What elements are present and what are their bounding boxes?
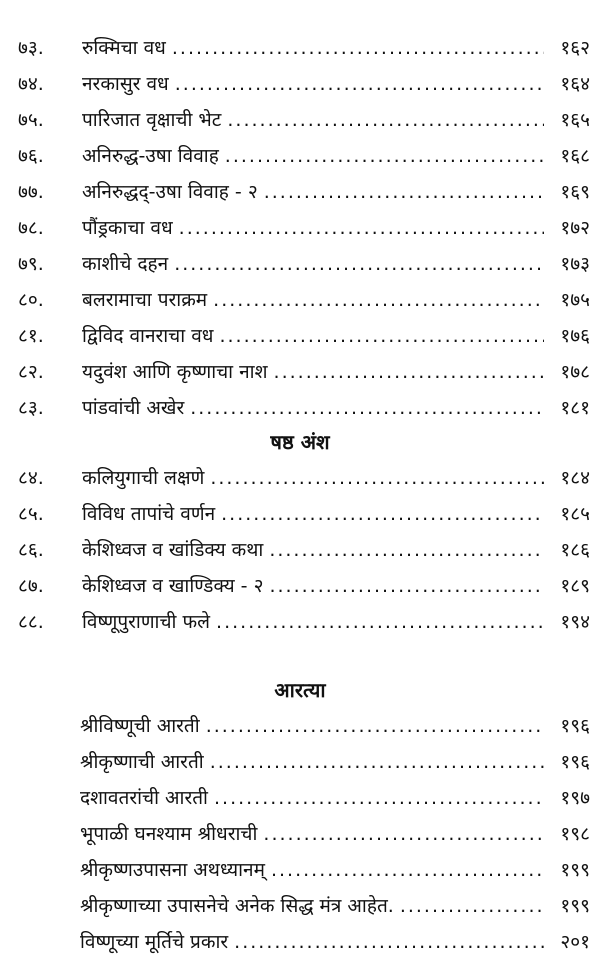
toc-entry: [0, 318, 600, 354]
section-heading: आरत्या: [274, 678, 326, 702]
leader-dots: [190, 390, 544, 426]
entry-title: रुक्मिचा वध: [82, 37, 166, 59]
leader-dots: [210, 460, 544, 496]
entry-page: १८६: [560, 539, 590, 561]
toc-entry: [0, 354, 600, 390]
entry-page: १७२: [560, 217, 590, 239]
entry-page: १८५: [560, 503, 590, 525]
entry-number: ८२.: [18, 361, 44, 383]
entry-title: भूपाळी घनश्याम श्रीधराची: [80, 823, 258, 845]
entry-number: ८१.: [18, 325, 44, 347]
section-heading: षष्ठ अंश: [270, 430, 330, 454]
toc-entry: [0, 66, 600, 102]
entry-number: ८३.: [18, 397, 44, 419]
leader-dots: [179, 210, 544, 246]
toc-entry: [0, 174, 600, 210]
leader-dots: [271, 852, 544, 888]
entry-title: विष्णूपुराणाची फले: [82, 611, 211, 633]
entry-title: केशिध्वज व खांडिक्य कथा: [82, 539, 264, 561]
entry-page: १६२: [560, 37, 590, 59]
entry-number: ७५.: [18, 109, 44, 131]
entry-title: पारिजात वृक्षाची भेट: [82, 109, 222, 131]
entry-page: १६५: [560, 109, 590, 131]
leader-dots: [269, 568, 544, 604]
entry-page: १७३: [560, 253, 590, 275]
entry-number: ७८.: [18, 217, 44, 239]
leader-dots: [206, 708, 544, 744]
entry-page: १७५: [560, 289, 590, 311]
entry-page: १८९: [560, 575, 590, 597]
leader-dots: [264, 174, 544, 210]
toc-entry: [0, 210, 600, 246]
entry-title: पांडवांची अखेर: [82, 397, 185, 419]
leader-dots: [225, 138, 544, 174]
toc-entry: [0, 924, 600, 960]
leader-dots: [175, 66, 544, 102]
entry-number: ८६.: [18, 539, 44, 561]
entry-title: विष्णूच्या मूर्तिचे प्रकार: [80, 931, 229, 953]
toc-entry: [0, 460, 600, 496]
entry-number: ७६.: [18, 145, 44, 167]
entry-page: १७८: [560, 361, 590, 383]
toc-entry: [0, 888, 600, 924]
toc-entry: [0, 496, 600, 532]
leader-dots: [269, 532, 544, 568]
entry-title: श्रीकृष्णाच्या उपासनेचे अनेक सिद्ध मंत्र आहेत.: [80, 895, 394, 917]
entry-page: १९६: [560, 715, 590, 737]
entry-title: बलरामाचा पराक्रम: [82, 289, 208, 311]
leader-dots: [263, 816, 544, 852]
entry-title: अनिरुद्धद्-उषा विवाह - २: [82, 181, 258, 203]
toc-entry: [0, 102, 600, 138]
toc-entry: [0, 390, 600, 426]
entry-page: १६४: [560, 73, 590, 95]
toc-entry: [0, 780, 600, 816]
entry-number: ८८.: [18, 611, 44, 633]
entry-page: १८१: [560, 397, 590, 419]
leader-dots: [400, 888, 544, 924]
leader-dots: [227, 102, 544, 138]
entry-number: ८४.: [18, 467, 44, 489]
toc-entry: [0, 30, 600, 66]
toc-entry: [0, 568, 600, 604]
entry-title: काशीचे दहन: [82, 253, 169, 275]
entry-title: कलियुगाची लक्षणे: [82, 467, 205, 489]
entry-title: अनिरुद्ध-उषा विवाह: [82, 145, 219, 167]
leader-dots: [216, 604, 544, 640]
entry-page: २०१: [560, 931, 590, 953]
leader-dots: [210, 744, 544, 780]
entry-page: १९९: [560, 859, 590, 881]
entry-number: ८०.: [18, 289, 44, 311]
leader-dots: [214, 780, 544, 816]
entry-page: १८४: [560, 467, 590, 489]
toc-entry: [0, 708, 600, 744]
entry-number: ७३.: [18, 37, 44, 59]
entry-title: द्विविद वानराचा वध: [82, 325, 214, 347]
leader-dots: [274, 354, 544, 390]
entry-page: १९४: [560, 611, 590, 633]
toc-entry: [0, 744, 600, 780]
leader-dots: [174, 246, 544, 282]
entry-title: यदुवंश आणि कृष्णाचा नाश: [82, 361, 268, 383]
leader-dots: [234, 924, 544, 960]
entry-page: १७६: [560, 325, 590, 347]
entry-title: श्रीविष्णूची आरती: [80, 715, 200, 737]
toc-entry: [0, 532, 600, 568]
leader-dots: [172, 30, 544, 66]
entry-title: श्रीकृष्णाची आरती: [80, 751, 204, 773]
entry-number: ८७.: [18, 575, 44, 597]
toc-entry: [0, 246, 600, 282]
entry-page: १६८: [560, 145, 590, 167]
entry-number: ७४.: [18, 73, 44, 95]
entry-number: ८५.: [18, 503, 44, 525]
leader-dots: [213, 282, 544, 318]
toc-entry: [0, 604, 600, 640]
entry-page: १९९: [560, 895, 590, 917]
toc-entry: [0, 852, 600, 888]
leader-dots: [219, 318, 544, 354]
entry-title: केशिध्वज व खाण्डिक्य - २: [82, 575, 264, 597]
toc-entry: [0, 138, 600, 174]
entry-number: ७७.: [18, 181, 44, 203]
entry-title: नरकासुर वध: [82, 73, 169, 95]
entry-number: ७९.: [18, 253, 44, 275]
entry-title: विविध तापांचे वर्णन: [82, 503, 216, 525]
leader-dots: [221, 496, 544, 532]
entry-page: १९६: [560, 751, 590, 773]
entry-page: १९८: [560, 823, 590, 845]
entry-page: १९७: [560, 787, 590, 809]
toc-entry: [0, 816, 600, 852]
entry-title: दशावतरांची आरती: [80, 787, 208, 809]
entry-title: पौंड्रकाचा वध: [82, 217, 173, 239]
entry-title: श्रीकृष्णउपासना अथध्यानम्: [80, 859, 265, 881]
toc-entry: [0, 282, 600, 318]
entry-page: १६९: [560, 181, 590, 203]
